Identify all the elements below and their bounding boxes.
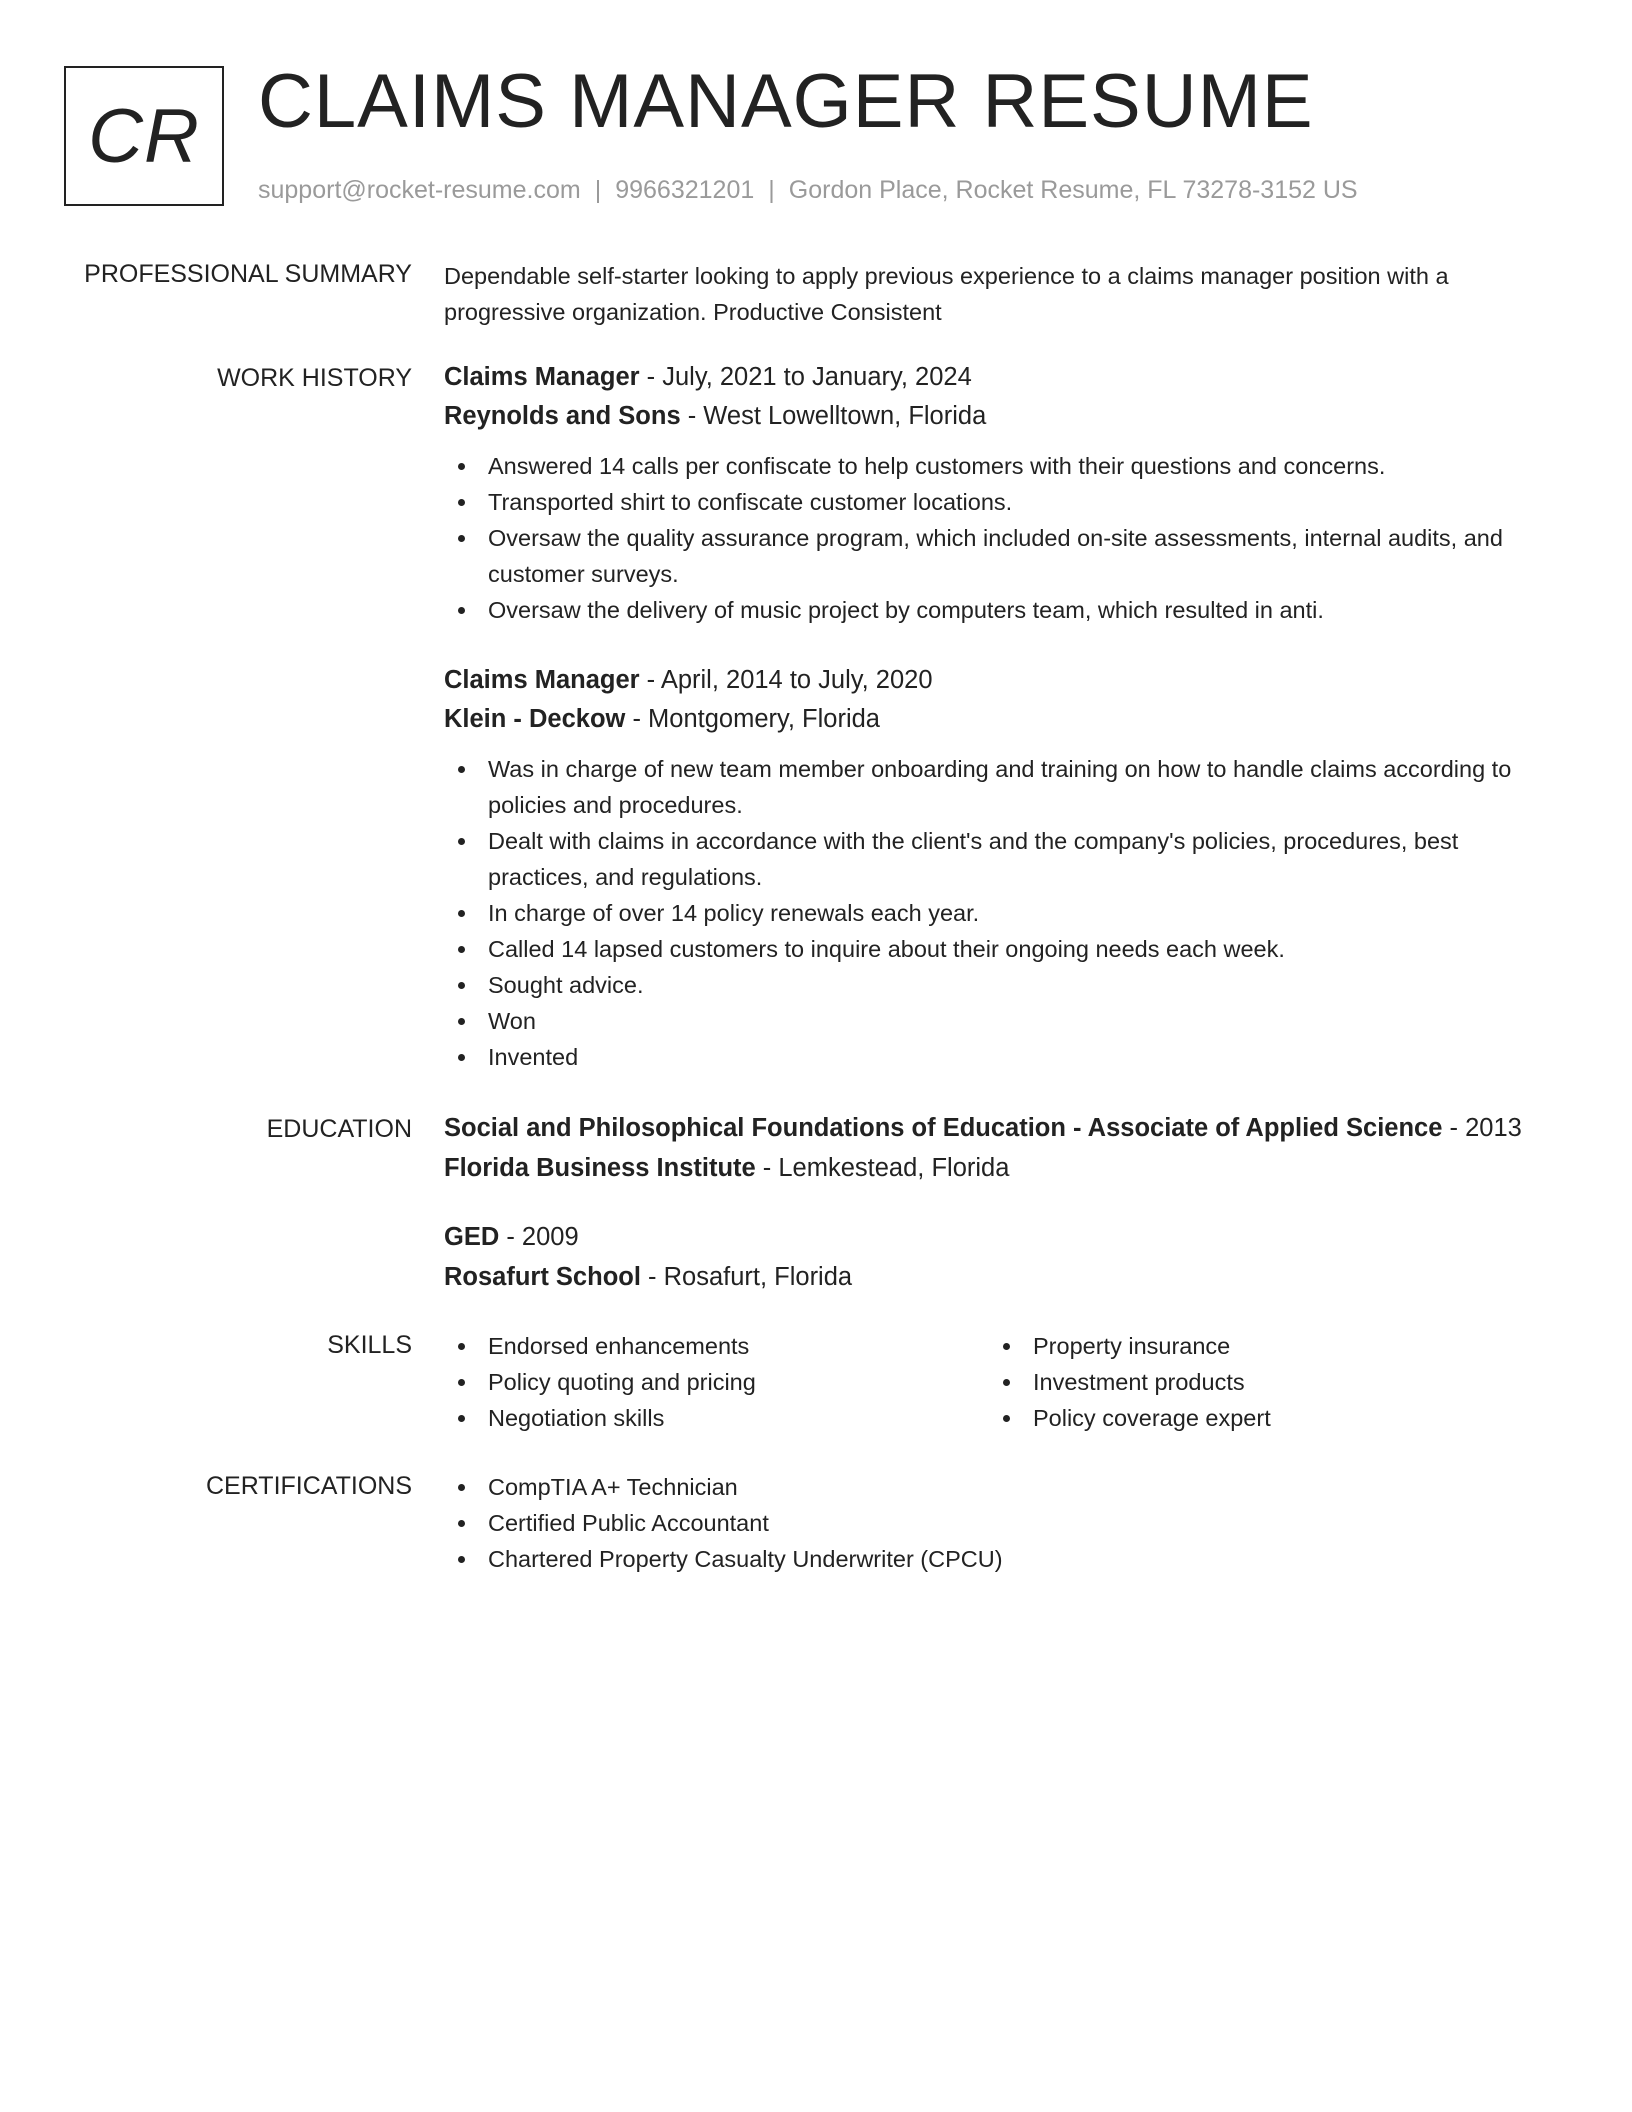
list-item: Invented (444, 1039, 1564, 1075)
skills-list (444, 1328, 1564, 1436)
list-item: Was in charge of new team member onboarding and training on how to handle claims according to policies and procedures. (444, 751, 1564, 823)
list-item: Certified Public Accountant (444, 1505, 1564, 1541)
job-company-line (444, 397, 1564, 436)
education-school: Florida Business Institute (444, 1154, 756, 1182)
job-company-line (444, 700, 1564, 739)
list-item: Transported shirt to confiscate customer locations. (444, 484, 1564, 520)
job-title: Claims Manager (444, 363, 640, 391)
job-bullets (444, 751, 1564, 1075)
education-degree: GED (444, 1223, 500, 1251)
job-title: Claims Manager (444, 666, 640, 694)
section-label-education: EDUCATION (266, 1115, 412, 1143)
education-location: - Lemkestead, Florida (755, 1154, 1010, 1182)
job-title-line (444, 358, 1564, 397)
education-degree-line (444, 1217, 1564, 1257)
list-item: Property insurance (989, 1328, 1534, 1364)
certifications-bullets (444, 1469, 1564, 1577)
education-school: Rosafurt School (444, 1263, 641, 1291)
job-title-line (444, 661, 1564, 700)
section-label-certifications: CERTIFICATIONS (205, 1472, 412, 1500)
page-title: CLAIMS MANAGER RESUME (258, 59, 1314, 144)
skills-column-left (444, 1328, 989, 1436)
list-item: Called 14 lapsed customers to inquire about their ongoing needs each week. (444, 931, 1564, 967)
list-item: CompTIA A+ Technician (444, 1469, 1564, 1505)
work-history-job-1 (444, 358, 1564, 628)
job-location: - Montgomery, Florida (625, 705, 880, 733)
list-item: Oversaw the quality assurance program, which included on-site assessments, internal audits, and customer surveys. (444, 520, 1564, 592)
education-entry-2 (444, 1217, 1564, 1297)
summary-text: Dependable self-starter looking to apply previous experience to a claims manager position with a progressive organization. Productive Consistent (444, 263, 1449, 325)
contact-separator: | (768, 176, 775, 204)
list-item: Endorsed enhancements (444, 1328, 989, 1364)
list-item: In charge of over 14 policy renewals each year. (444, 895, 1564, 931)
contact-phone: 9966321201 (615, 176, 755, 204)
job-bullets (444, 448, 1564, 628)
section-label-work-history: WORK HISTORY (217, 364, 412, 392)
skills-column-right (989, 1328, 1534, 1436)
job-company: Klein - Deckow (444, 705, 626, 733)
education-year: - 2009 (499, 1223, 579, 1251)
education-school-line (444, 1257, 1564, 1297)
certifications-list (444, 1469, 1564, 1577)
job-dates: - April, 2014 to July, 2020 (639, 666, 933, 694)
job-dates: - July, 2021 to January, 2024 (639, 363, 972, 391)
education-school-line (444, 1148, 1564, 1188)
list-item: Answered 14 calls per confiscate to help customers with their questions and concerns. (444, 448, 1564, 484)
list-item: Policy quoting and pricing (444, 1364, 989, 1400)
list-item: Sought advice. (444, 967, 1564, 1003)
list-item: Negotiation skills (444, 1400, 989, 1436)
list-item: Investment products (989, 1364, 1534, 1400)
list-item: Won (444, 1003, 1564, 1039)
list-item: Oversaw the delivery of music project by computers team, which resulted in anti. (444, 592, 1564, 628)
education-entry-1 (444, 1108, 1564, 1188)
contact-address: Gordon Place, Rocket Resume, FL 73278-3152 US (788, 176, 1358, 204)
list-item: Dealt with claims in accordance with the client's and the company's policies, procedures, best practices, and regulations. (444, 823, 1564, 895)
education-degree-line (444, 1108, 1564, 1148)
job-location: - West Lowelltown, Florida (680, 402, 987, 430)
contact-separator: | (594, 176, 602, 204)
job-company: Reynolds and Sons (444, 402, 681, 430)
list-item: Chartered Property Casualty Underwriter (CPCU) (444, 1541, 1564, 1577)
education-year: - 2013 (1442, 1114, 1522, 1142)
list-item: Policy coverage expert (989, 1400, 1534, 1436)
section-label-skills: SKILLS (327, 1331, 412, 1359)
contact-line (258, 174, 1358, 206)
contact-email: support@rocket-resume.com (258, 176, 581, 204)
work-history-job-2 (444, 661, 1564, 1075)
education-location: - Rosafurt, Florida (640, 1263, 853, 1291)
monogram-logo: CR (64, 66, 224, 206)
section-label-summary: PROFESSIONAL SUMMARY (84, 260, 412, 288)
education-degree: Social and Philosophical Foundations of Education - Associate of Applied Science (444, 1114, 1443, 1142)
